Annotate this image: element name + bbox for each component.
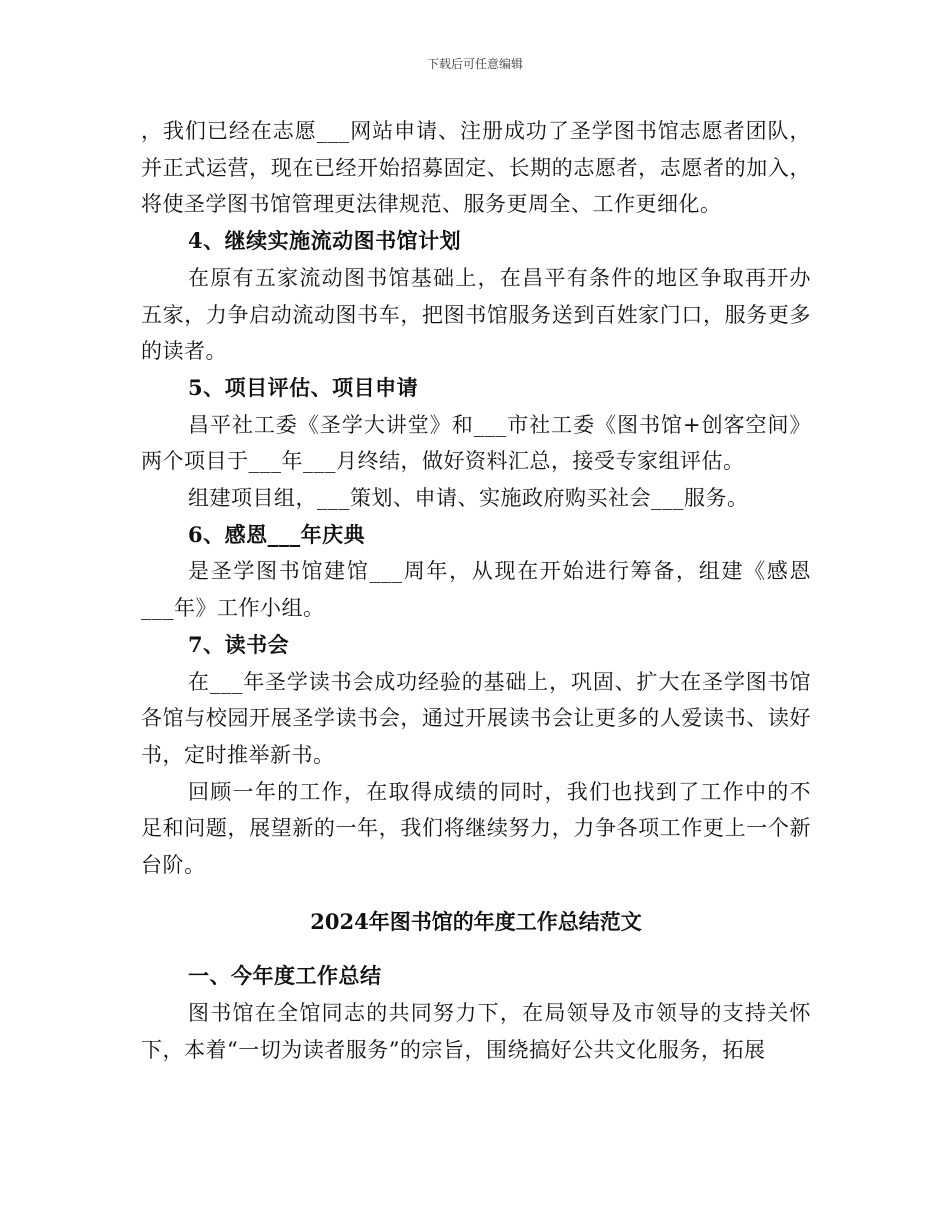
paragraph-mobile-library: 在原有五家流动图书馆基础上，在昌平有条件的地区争取再开办五家，力争启动流动图书车，把图书馆服务送到百姓家门口，服务更多的读者。	[141, 265, 811, 364]
page-header-note: 下载后可任意编辑	[426, 57, 523, 71]
heading-reading-club: 7、读书会	[188, 631, 290, 657]
paragraph-volunteer-team: ，我们已经在志愿___网站申请、注册成功了圣学图书馆志愿者团队，并正式运营，现在已经开始招募固定、长期的志愿者，志愿者的加入，将使圣学图书馆管理更法律规范、服务更周全、工作更细化。	[141, 119, 811, 217]
document-title: 2024年图书馆的年度工作总结范文	[310, 908, 642, 934]
paragraph-annual-summary: 图书馆在全馆同志的共同努力下，在局领导及市领导的支持关怀下，本着“一切为读者服务”的宗旨，围绕搞好公共文化服务，拓展	[141, 1001, 811, 1062]
paragraph-reading-club: 在___年圣学读书会成功经验的基础上，巩固、扩大在圣学图书馆各馆与校园开展圣学读书会，通过开展读书会让更多的人爱读书、读好书，定时推举新书。	[141, 669, 811, 767]
paragraph-review: 回顾一年的工作，在取得成绩的同时，我们也找到了工作中的不足和问题，展望新的一年，我们将继续努力，力争各项工作更上一个新台阶。	[141, 779, 811, 878]
heading-annual-summary: 一、今年度工作总结	[188, 963, 382, 989]
paragraph-project-team: 组建项目组，___策划、申请、实施政府购买社会___服务。	[188, 486, 749, 511]
heading-anniversary: 6、感恩___年庆典	[188, 521, 366, 547]
document-body	[141, 113, 811, 1069]
paragraph-project-evaluation: 昌平社工委《圣学大讲堂》和___市社工委《图书馆+创客空间》两个项目于___年___月终结，做好资料汇总，接受专家组评估。	[141, 412, 811, 474]
heading-project-evaluation: 5、项目评估、项目申请	[188, 374, 419, 400]
paragraph-anniversary: 是圣学图书馆建馆___周年，从现在开始进行筹备，组建《感恩___年》工作小组。	[141, 559, 811, 621]
heading-mobile-library: 4、继续实施流动图书馆计划	[188, 228, 462, 254]
